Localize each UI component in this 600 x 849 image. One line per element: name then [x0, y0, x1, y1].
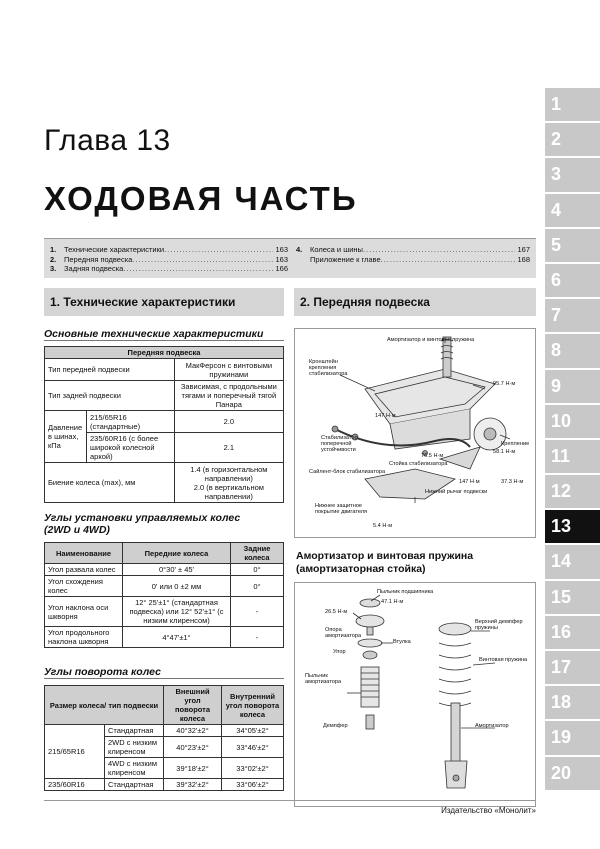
table-cell: 33°06'±2° [222, 779, 284, 791]
toc-item-page: 163 [275, 245, 288, 254]
fig2-label: Втулка [393, 639, 411, 645]
toc-leader [363, 245, 516, 255]
chapter-tab-7[interactable]: 7 [545, 299, 600, 334]
fig2-label: 47.1 Н·м [381, 599, 404, 605]
toc-item[interactable] [296, 255, 530, 265]
front-suspension-diagram [294, 328, 536, 538]
chapter-tab-1[interactable]: 1 [545, 88, 600, 123]
table-cell: 4°47'±1° [123, 627, 231, 648]
toc-column-left [50, 245, 288, 274]
table-cell: 235/60R16 [45, 779, 105, 791]
table-row [45, 359, 284, 381]
chapter-tab-19[interactable]: 19 [545, 721, 600, 756]
fig2-label: Верхний демпфер пружины [475, 619, 523, 632]
fig1-label: 76.5 Н·м [421, 453, 444, 459]
chapter-tab-16[interactable]: 16 [545, 616, 600, 651]
chapter-tab-6[interactable]: 6 [545, 264, 600, 299]
publisher-footer: Издательство «Монолит» [441, 806, 536, 815]
table-cell: 2WD с низким клиренсом [105, 737, 164, 758]
table-row [45, 725, 284, 737]
toc-item-label: Технические характеристики [64, 245, 165, 254]
table-cell: 33°02'±2° [222, 758, 284, 779]
table-cell: - [231, 597, 284, 627]
fig2-label: 26.5 Н·м [325, 609, 348, 615]
table-cell: Угол продольного наклона шкворня [45, 627, 123, 648]
fig2-label: Пыльник подшипника [377, 589, 434, 595]
chapter-tab-17[interactable]: 17 [545, 651, 600, 686]
table-cell: Угол схождения колес [45, 576, 123, 597]
toc-item-page: 168 [517, 254, 530, 264]
table-cell: 0' или 0 ±2 мм [123, 576, 231, 597]
table-header-row [45, 686, 284, 725]
table-cell: Зависимая, с продольными тягами и поперечный тягой Панара [174, 381, 283, 411]
fig2-label: Опора амортизатора [325, 627, 362, 640]
table-cell: 0° [231, 564, 284, 576]
toc-item-label: Колеса и шины [310, 245, 363, 254]
table-of-contents [44, 238, 536, 278]
toc-leader [132, 255, 273, 265]
chapter-label: Глава 13 [44, 124, 171, 157]
table-cell: 34°05'±2° [222, 725, 284, 737]
table-cell: Биение колеса (max), мм [45, 463, 175, 503]
table-row [45, 779, 284, 791]
table-cell: Давление в шинах, кПа [45, 411, 87, 463]
toc-item-label: Передняя подвеска [64, 254, 133, 264]
column-header: Задние колеса [231, 543, 284, 564]
table-cell: МакФерсон с винтовыми пружинами [174, 359, 283, 381]
toc-item-number: 2. [50, 254, 57, 264]
toc-item[interactable] [50, 264, 288, 274]
chapter-tab-5[interactable]: 5 [545, 229, 600, 264]
table-cell: 2.0 [174, 411, 283, 433]
fig2-label: Амортизатор [475, 723, 509, 729]
fig1-label: 147 Н·м [375, 413, 396, 419]
fig2-label: Упор [333, 649, 346, 655]
table-cell: 215/65R16 (стандартные) [87, 411, 175, 433]
table-cell: 0°30' ± 45' [123, 564, 231, 576]
page-title: ХОДОВАЯ ЧАСТЬ [44, 180, 358, 217]
table-cell: 12° 25'±1° (стандартная подвеска) или 12° 52'±1° (с низким клиренсом) [123, 597, 231, 627]
fig1-label: Нижнее защитное покрытие двигателя [315, 503, 368, 516]
fig1-label: 147 Н·м [459, 479, 480, 485]
fig1-label: Кронштейн крепления стабилизатора [309, 359, 348, 378]
table-cell: Тип задней подвески [45, 381, 175, 411]
table-cell: Стандартная [105, 779, 164, 791]
toc-item-page: 167 [517, 245, 530, 254]
fig2-label: Пыльник амортизатора [305, 673, 342, 686]
toc-item-page: 163 [275, 254, 288, 264]
table-cell: Стандартная [105, 725, 164, 737]
chapter-tab-4[interactable]: 4 [545, 194, 600, 229]
fig2-label: Винтовая пружина [479, 657, 528, 663]
footer-divider [44, 800, 536, 801]
table-row [45, 576, 284, 597]
chapter-tab-20[interactable]: 20 [545, 757, 600, 792]
table-cell: 235/60R16 (с более широкой колесной аркой) [87, 433, 175, 463]
chapter-tab-3[interactable]: 3 [545, 158, 600, 193]
toc-item-number: 4. [296, 245, 303, 254]
table-cell: 39°18'±2° [164, 758, 222, 779]
toc-leader [381, 255, 516, 265]
chapter-tab-2[interactable]: 2 [545, 123, 600, 158]
table-row [45, 381, 284, 411]
table-cell: Тип передней подвески [45, 359, 175, 381]
table-row [45, 463, 284, 503]
chapter-tab-14[interactable]: 14 [545, 545, 600, 580]
column-header: Размер колеса/ тип подвески [45, 686, 164, 725]
column-header: Передние колеса [123, 543, 231, 564]
alignment-table [44, 542, 284, 648]
chapter-tab-13[interactable]: 13 [545, 510, 600, 545]
table-row [45, 564, 284, 576]
fig1-label: Стойка стабилизатора [389, 461, 448, 467]
table-cell: 0° [231, 576, 284, 597]
toc-item[interactable] [296, 245, 530, 255]
toc-item-number: 3. [50, 264, 57, 273]
chapter-tab-12[interactable]: 12 [545, 475, 600, 510]
fig1-label: Нижний рычаг подвески [425, 489, 488, 495]
section-2-header: 2. Передняя подвеска [294, 288, 536, 316]
table-cell: Угол наклона оси шкворня [45, 597, 123, 627]
toc-item-page: 166 [275, 264, 288, 273]
subheading-strut: Амортизатор и винтовая пружина (амортизаторная стойка) [296, 550, 474, 575]
fig1-label: Амортизатор и винтовая пружина [387, 337, 475, 343]
table-cell: Угол развала колес [45, 564, 123, 576]
table-row [45, 411, 284, 433]
fig1-label: Сайлент-блок стабилизатора [309, 469, 386, 475]
turning-angles-table [44, 685, 284, 791]
toc-item[interactable] [50, 255, 288, 265]
fig1-label: 5.4 Н·м [373, 523, 393, 529]
fig1-label: Крепление [501, 441, 530, 447]
toc-item-number: 1. [50, 245, 57, 254]
fig1-label: Стабилизатор поперечной устойчивости [321, 435, 358, 454]
section-1-header: 1. Технические характеристики [44, 288, 284, 316]
chapter-tab-11[interactable]: 11 [545, 440, 600, 475]
runout-horizontal: 1.4 (в горизонтальном направлении) [190, 464, 268, 483]
fig1-label: 95.7 Н·м [493, 381, 516, 387]
chapter-tab-8[interactable]: 8 [545, 334, 600, 369]
toc-item[interactable] [50, 245, 288, 255]
toc-leader [123, 264, 273, 274]
column-header: Внешний угол поворота колеса [164, 686, 222, 725]
chapter-tab-9[interactable]: 9 [545, 370, 600, 405]
table-cell: 39°32'±2° [164, 779, 222, 791]
table-cell: 33°46'±2° [222, 737, 284, 758]
fig2-label: Демпфер [323, 723, 348, 729]
table-cell: - [231, 627, 284, 648]
table-title: Передняя подвеска [45, 347, 284, 359]
fig1-label: 58.1 Н·м [493, 449, 516, 455]
toc-column-right [296, 245, 530, 264]
table-cell: 40°32'±2° [164, 725, 222, 737]
table-cell [174, 463, 283, 503]
chapter-tabs [545, 88, 600, 792]
table-row [45, 627, 284, 648]
toc-item-label: Приложение к главе [310, 254, 381, 264]
chapter-tab-15[interactable]: 15 [545, 581, 600, 616]
toc-item-label: Задняя подвеска [64, 264, 124, 273]
chapter-tab-18[interactable]: 18 [545, 686, 600, 721]
toc-leader [164, 245, 273, 255]
runout-vertical: 2.0 (в вертикальном направлении) [193, 482, 264, 501]
subheading-turning-angles: Углы поворота колес [44, 666, 284, 679]
strut-drawing [295, 583, 537, 808]
main-specs-table [44, 346, 284, 503]
table-cell: 4WD с низким клиренсом [105, 758, 164, 779]
subheading-alignment: Углы установки управляемых колес (2WD и 4WD) [44, 512, 241, 536]
table-row [45, 597, 284, 627]
table-header-row [45, 543, 284, 564]
column-header: Внутренний угол поворота колеса [222, 686, 284, 725]
table-cell: 215/65R16 [45, 725, 105, 779]
fig1-label: 37.3 Н·м [501, 479, 524, 485]
subheading-main-specs: Основные технические характеристики [44, 328, 284, 341]
strut-diagram [294, 582, 536, 807]
table-cell: 40°23'±2° [164, 737, 222, 758]
column-header: Наименование [45, 543, 123, 564]
toc-item-number [296, 255, 310, 265]
table-cell: 2.1 [174, 433, 283, 463]
chapter-tab-10[interactable]: 10 [545, 405, 600, 440]
